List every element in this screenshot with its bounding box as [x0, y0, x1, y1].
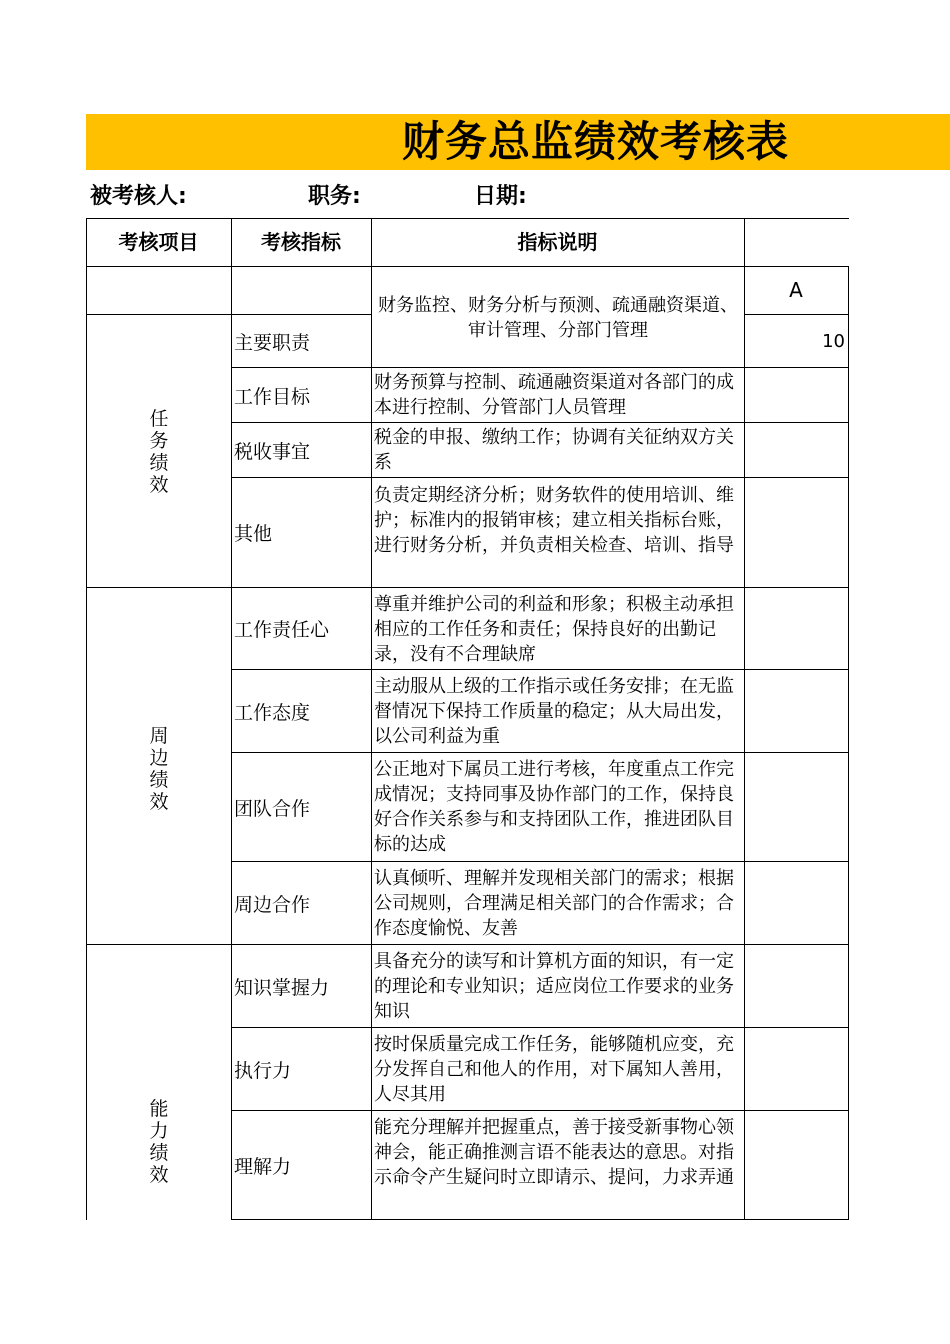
indicator-description: 公正地对下属员工进行考核，年度重点工作完成情况；支持同事及协作部门的工作，保持良好合作关系参与和支持团队工作，推进团队目标的达成	[374, 759, 734, 855]
header-assessment-item: 考核项目	[118, 230, 199, 254]
page-title: 财务总监绩效考核表	[402, 117, 790, 166]
category-task-performance: 任务绩效	[149, 408, 169, 496]
indicator-name: 执行力	[234, 1059, 292, 1082]
date-label: 日期:	[474, 184, 527, 209]
indicator-description: 按时保质量完成工作任务，能够随机应变，充分发挥自己和他人的作用，对下属知人善用，人尽其用	[374, 1034, 734, 1105]
indicator-name: 工作责任心	[234, 619, 330, 641]
indicator-description: 税金的申报、缴纳工作；协调有关征纳双方关系	[374, 427, 734, 473]
indicator-name: 其他	[234, 523, 273, 545]
indicator-description: 主动服从上级的工作指示或任务安排；在无监督情况下保持工作质量的稳定；从大局出发，以公司利益为重	[374, 676, 734, 747]
indicator-name: 理解力	[234, 1155, 292, 1178]
indicator-name: 团队合作	[234, 797, 311, 820]
indicator-description: 财务预算与控制、疏通融资渠道对各部门的成本进行控制、分管部门人员管理	[374, 372, 734, 418]
category-ability-performance: 能力绩效	[149, 1098, 169, 1186]
indicator-name: 主要职责	[234, 331, 311, 354]
indicator-description: 财务监控、财务分析与预测、疏通融资渠道、审计管理、分部门管理	[378, 295, 738, 341]
indicator-description: 能充分理解并把握重点，善于接受新事物心领神会，能正确推测言语不能表达的意思。对指示命令产生疑问时立即请示、提问，力求弄通	[374, 1117, 734, 1188]
indicator-name: 知识掌握力	[234, 976, 330, 999]
indicator-name: 工作态度	[234, 701, 311, 724]
header-description: 指标说明	[517, 230, 598, 254]
indicator-name: 周边合作	[234, 893, 311, 916]
score-grade: A	[789, 278, 803, 302]
indicator-name: 税收事宜	[234, 440, 311, 463]
indicator-description: 认真倾听、理解并发现相关部门的需求；根据公司规则，合理满足相关部门的合作需求；合作态度愉悦、友善	[374, 868, 734, 939]
indicator-description: 负责定期经济分析；财务软件的使用培训、维护；标准内的报销审核；建立相关指标台账，进行财务分析，并负责相关检查、培训、指导	[374, 485, 734, 556]
header-indicator: 考核指标	[261, 230, 341, 254]
indicator-name: 工作目标	[234, 385, 311, 408]
indicator-description: 具备充分的读写和计算机方面的知识，有一定的理论和专业知识；适应岗位工作要求的业务知识	[374, 951, 734, 1022]
examinee-label: 被考核人:	[90, 184, 187, 209]
indicator-description: 尊重并维护公司的利益和形象；积极主动承担相应的工作任务和责任；保持良好的出勤记录，没有不合理缺席	[374, 594, 734, 665]
score-value: 10	[822, 331, 845, 352]
category-peripheral-performance: 周边绩效	[149, 725, 169, 813]
position-label: 职务:	[308, 184, 361, 209]
